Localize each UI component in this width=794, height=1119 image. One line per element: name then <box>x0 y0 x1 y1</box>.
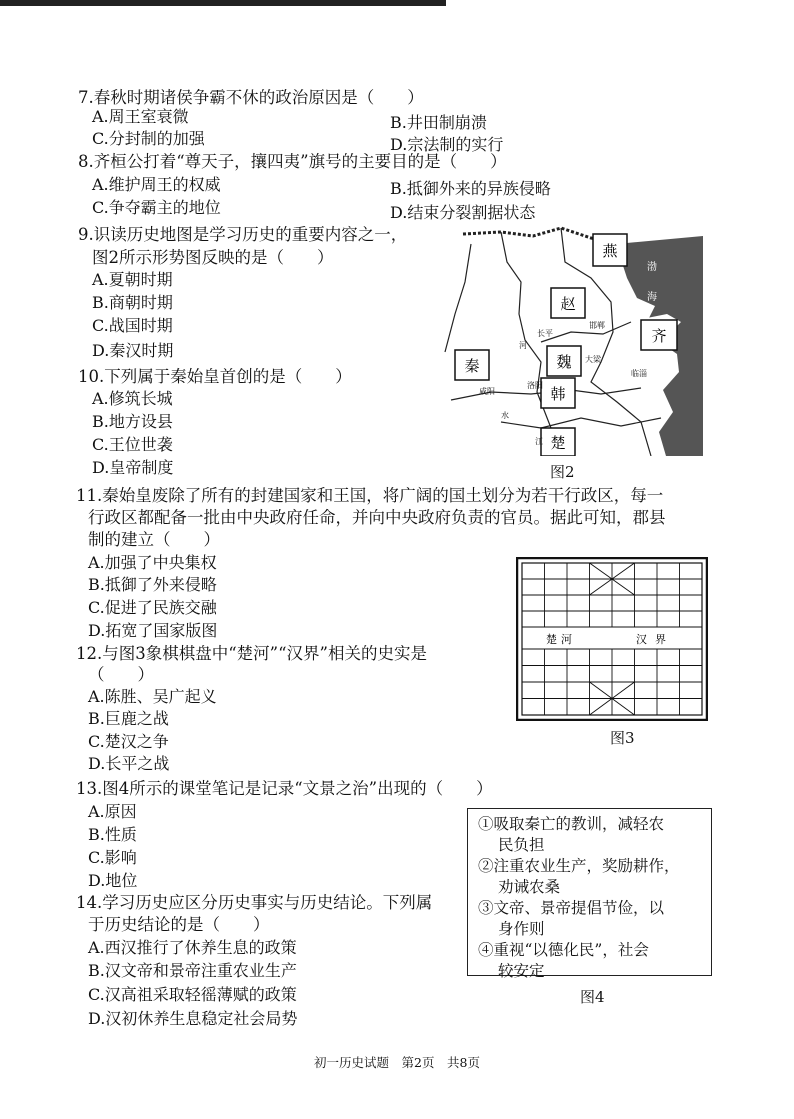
q10-option-c: C.王位世袭 <box>92 435 173 454</box>
q14-option-a: A.西汉推行了休养生息的政策 <box>88 938 297 957</box>
q13-option-a: A.原因 <box>88 802 137 821</box>
q11-stem-line3: 制的建立（ ） <box>88 530 220 549</box>
q10-stem: 10.下列属于秦始皇首创的是（ ） <box>78 367 352 386</box>
label-linzi: 临淄 <box>631 369 647 378</box>
state-han <box>541 378 575 408</box>
q14-option-b: B.汉文帝和景帝注重农业生产 <box>88 961 297 980</box>
note-4-line1: ④重视“以德化民”，社会 <box>478 941 649 959</box>
note-1-line2: 民负担 <box>498 836 545 854</box>
label-daliang: 大梁 <box>585 355 601 364</box>
q9-stem-line1: 9.识读历史地图是学习历史的重要内容之一， <box>78 225 408 244</box>
q8-option-a: A.维护周王的权威 <box>92 175 221 194</box>
figure4-notes-box <box>467 808 712 980</box>
state-wei <box>547 346 581 376</box>
han-border-label: 汉界 <box>636 633 674 646</box>
figure2-map <box>441 222 703 456</box>
state-chu <box>541 428 575 456</box>
figure4-caption: 图4 <box>580 988 605 1006</box>
q7-option-b: B.井田制崩溃 <box>390 113 487 132</box>
q7-option-a: A.周王室衰微 <box>92 107 189 126</box>
q12-option-a: A.陈胜、吴广起义 <box>88 687 217 706</box>
note-3-line2: 身作则 <box>498 920 545 938</box>
note-1-line1: ①吸取秦亡的教训，减轻农 <box>478 815 665 833</box>
q9-stem-line2: 图2所示形势图反映的是（ ） <box>92 248 334 267</box>
chu-river-label: 楚河 <box>546 633 576 646</box>
svg-text:齐: 齐 <box>651 327 667 345</box>
q14-stem-line2: 于历史结论的是（ ） <box>88 915 270 934</box>
state-qin <box>455 350 489 380</box>
q7-option-d: D.宗法制的实行 <box>390 135 504 154</box>
figure2-caption: 图2 <box>550 463 575 481</box>
q8-option-d: D.结束分裂割据状态 <box>390 203 536 222</box>
q7-option-c: C.分封制的加强 <box>92 129 205 148</box>
page-footer: 初一历史试题 第2页 共8页 <box>314 1055 480 1070</box>
note-2-line1: ②注重农业生产，奖励耕作， <box>478 857 680 875</box>
q9-option-d: D.秦汉时期 <box>92 341 174 360</box>
q11-option-c: C.促进了民族交融 <box>88 598 217 617</box>
q11-stem-line2: 行政区都配备一批由中央政府任命，并向中央政府负责的官员。据此可知，郡县 <box>88 508 666 527</box>
q8-stem: 8.齐桓公打着“尊天子，攘四夷”旗号的主要目的是（ ） <box>78 152 507 171</box>
note-4-line2: 较安定 <box>498 962 545 980</box>
svg-text:秦: 秦 <box>464 357 480 375</box>
label-handan: 邯郸 <box>589 321 605 330</box>
q9-option-a: A.夏朝时期 <box>92 270 173 289</box>
q11-option-b: B.抵御了外来侵略 <box>88 575 217 594</box>
label-jiang: 江 <box>535 437 543 446</box>
q9-option-b: B.商朝时期 <box>92 293 173 312</box>
label-shui: 水 <box>501 411 509 420</box>
q13-stem: 13.图4所示的课堂笔记是记录“文景之治”出现的（ ） <box>76 779 493 798</box>
figure3-chessboard <box>516 557 708 721</box>
q12-option-b: B.巨鹿之战 <box>88 709 169 728</box>
q12-option-c: C.楚汉之争 <box>88 732 169 751</box>
note-2-line2: 劝诫农桑 <box>498 878 561 896</box>
note-3-line1: ③文帝、景帝提倡节俭，以 <box>478 899 665 917</box>
label-bo: 渤 <box>647 262 657 273</box>
label-changping: 长平 <box>537 329 553 338</box>
q12-stem-line2: （ ） <box>88 665 154 684</box>
label-hai: 海 <box>647 292 657 303</box>
q8-option-c: C.争夺霸主的地位 <box>92 198 221 217</box>
label-luoyang: 洛阳 <box>527 381 543 390</box>
q10-option-d: D.皇帝制度 <box>92 458 174 477</box>
q14-option-c: C.汉高祖采取轻徭薄赋的政策 <box>88 985 297 1004</box>
q11-stem-line1: 11.秦始皇废除了所有的封建国家和王国，将广阔的国土划分为若干行政区，每一 <box>76 486 664 505</box>
state-yan <box>593 234 627 266</box>
scan-edge-bar <box>0 0 446 6</box>
q12-stem-line1: 12.与图3象棋棋盘中“楚河”“汉界”相关的史实是 <box>76 644 427 663</box>
q8-option-b: B.抵御外来的异族侵略 <box>390 179 551 198</box>
q10-option-b: B.地方设县 <box>92 412 173 431</box>
q10-option-a: A.修筑长城 <box>92 389 173 408</box>
svg-text:魏: 魏 <box>556 353 572 371</box>
svg-text:燕: 燕 <box>602 242 618 260</box>
svg-text:韩: 韩 <box>550 385 566 403</box>
q7-stem: 7.春秋时期诸侯争霸不休的政治原因是（ ） <box>78 88 424 107</box>
q13-option-c: C.影响 <box>88 848 137 867</box>
q14-option-d: D.汉初休养生息稳定社会局势 <box>88 1009 298 1028</box>
q13-option-b: B.性质 <box>88 825 137 844</box>
state-qi <box>641 320 677 350</box>
figure3-caption: 图3 <box>610 729 635 747</box>
q13-option-d: D.地位 <box>88 871 138 890</box>
q14-stem-line1: 14.学习历史应区分历史事实与历史结论。下列属 <box>76 893 433 912</box>
svg-text:赵: 赵 <box>560 295 576 313</box>
q9-option-c: C.战国时期 <box>92 316 173 335</box>
q12-option-d: D.长平之战 <box>88 754 170 773</box>
q11-option-d: D.拓宽了国家版图 <box>88 621 218 640</box>
label-he: 河 <box>519 341 527 350</box>
state-zhao <box>551 288 585 318</box>
q11-option-a: A.加强了中央集权 <box>88 553 217 572</box>
svg-text:楚: 楚 <box>550 434 566 452</box>
label-xianyang: 咸阳 <box>479 387 495 396</box>
